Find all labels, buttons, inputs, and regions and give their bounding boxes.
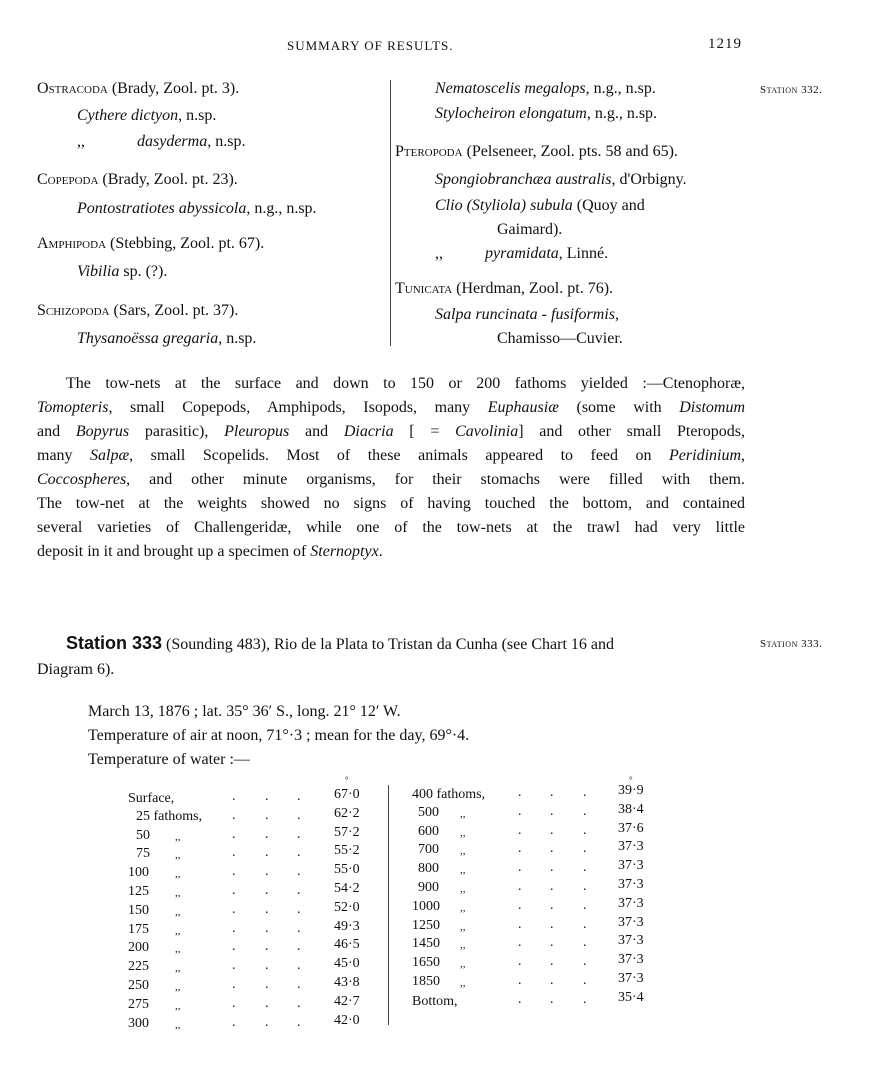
leader-dot: .: [583, 803, 587, 819]
leader-dot: .: [583, 991, 587, 1007]
text-run: several varieties of Challengeridæ, while one of the tow-nets at the trawl had very little: [37, 519, 745, 536]
leader-dot: .: [518, 954, 522, 970]
text-run: , small Scopelids. Most of these animals appeared to feed on: [129, 447, 670, 464]
species-note: ,: [615, 306, 620, 323]
ditto-mark: ,,: [460, 845, 466, 858]
leader-dot: .: [265, 920, 269, 936]
depth-label: 400 fathoms,: [412, 787, 486, 802]
leader-dot: .: [297, 939, 301, 955]
paragraph-line: [37, 423, 745, 441]
paragraph-line: [66, 375, 745, 393]
leader-dot: .: [518, 785, 522, 800]
species-name: Vibilia: [77, 263, 120, 280]
temperature-value: 39·9: [618, 783, 644, 798]
species-note: , n.sp.: [218, 330, 257, 347]
temperature-value: 55·2: [334, 843, 360, 859]
group-name: Amphipoda: [37, 235, 107, 252]
species-line: [435, 197, 645, 215]
italic-term: Sternoptyx: [310, 543, 379, 560]
text-run: , small Copepods, Amphipods, Isopods, many: [108, 399, 488, 416]
temperature-value: 37·3: [618, 952, 644, 968]
temperature-value: 45·0: [334, 956, 360, 972]
text-run: The tow-net at the weights showed no signs of having touched the bottom, and contained: [37, 495, 745, 512]
leader-dot: .: [232, 883, 236, 898]
air-temperature-line: Temperature of air at noon, 71°·3 ; mean for the day, 69°·4.: [88, 727, 470, 744]
temperature-value: 67·0: [334, 787, 360, 802]
depth-label: 150: [128, 902, 149, 918]
leader-dot: .: [583, 822, 587, 838]
depth-label: 900: [418, 880, 439, 895]
leader-dot: .: [518, 841, 522, 857]
water-temperature-label: Temperature of water :—: [88, 751, 250, 768]
depth-label: 125: [128, 884, 149, 899]
species-name: pyramidata: [485, 245, 559, 262]
depth-label: 100: [128, 865, 149, 881]
leader-dot: .: [550, 935, 554, 951]
italic-term: Cavolinia: [455, 423, 519, 440]
margin-note-station-332: Station 332.: [760, 84, 823, 96]
species-line: [435, 105, 657, 123]
species-note: , n.g., n.sp.: [246, 200, 317, 217]
leader-dot: .: [583, 897, 587, 913]
ditto-mark: ,,: [175, 868, 181, 881]
temperature-value: 38·4: [618, 801, 644, 817]
italic-term: Peridinium: [669, 447, 742, 464]
group-reference: (Pelseneer, Zool. pts. 58 and 65).: [462, 143, 678, 160]
paragraph-line: [37, 519, 745, 537]
species-note: , Linné.: [558, 245, 609, 262]
temperature-value: 37·3: [618, 933, 644, 949]
group-heading: [37, 80, 239, 98]
temperature-value: 42·0: [334, 1012, 360, 1028]
temperature-value: 37·6: [618, 820, 644, 836]
ditto-mark: ,,: [460, 920, 466, 933]
ditto-mark: ,,: [175, 924, 181, 937]
leader-dot: .: [297, 826, 301, 842]
leader-dot: .: [518, 935, 522, 951]
depth-label: 75: [136, 846, 150, 862]
leader-dot: .: [550, 785, 554, 800]
leader-dot: .: [583, 954, 587, 970]
leader-dot: .: [232, 807, 236, 823]
leader-dot: .: [550, 841, 554, 857]
group-heading: [37, 171, 238, 189]
species-note: Chamisso—Cuvier.: [497, 330, 623, 347]
text-run: parasitic),: [129, 423, 225, 440]
ditto-mark: ,,: [175, 981, 181, 993]
date-position-line: March 13, 1876 ; lat. 35° 36′ S., long. 21° 12′ W.: [88, 703, 401, 720]
depth-label: 175: [128, 921, 149, 937]
temperature-value: 49·3: [334, 918, 360, 934]
species-line: [497, 221, 562, 239]
ditto-mark: ,,: [175, 887, 181, 899]
italic-term: Pleuropus: [224, 423, 290, 440]
leader-dot: .: [518, 897, 522, 913]
leader-dot: .: [550, 973, 554, 988]
group-reference: (Stebbing, Zool. pt. 67).: [106, 235, 265, 252]
group-heading: [395, 143, 678, 161]
species-name: Cythere dictyon: [77, 107, 179, 124]
leader-dot: .: [583, 860, 587, 876]
temperature-value: 57·2: [334, 824, 360, 840]
species-name: Nematoscelis megalops: [435, 80, 586, 97]
ditto-mark: ,,: [175, 962, 181, 975]
leader-dot: .: [297, 901, 301, 917]
leader-dot: .: [518, 973, 522, 988]
depth-label: 25 fathoms,: [136, 808, 203, 824]
leader-dot: .: [265, 864, 269, 880]
leader-dot: .: [297, 807, 301, 823]
text-run: ] and other small Pteropods,: [518, 423, 745, 440]
ditto-mark: ,,: [460, 977, 466, 989]
page-number: 1219: [708, 36, 742, 52]
depth-label: 1450: [412, 936, 440, 952]
group-heading: [395, 280, 613, 298]
leader-dot: .: [265, 958, 269, 974]
ditto-mark: ,,: [175, 849, 181, 862]
leader-dot: .: [297, 883, 301, 898]
leader-dot: .: [297, 789, 301, 804]
italic-term: Euphausiæ: [487, 399, 559, 416]
species-line: [435, 80, 656, 98]
species-line: [77, 200, 317, 218]
italic-term: Diacria: [343, 423, 394, 440]
temperature-value: 37·3: [618, 858, 644, 874]
leader-dot: .: [232, 1014, 236, 1030]
species-note: , n.g., n.sp.: [585, 80, 656, 97]
temperature-value: 37·3: [618, 914, 644, 930]
species-note: , n.sp.: [207, 133, 246, 150]
leader-dot: .: [265, 826, 269, 842]
depth-label: 1000: [412, 898, 440, 914]
species-note: Gaimard).: [497, 221, 563, 238]
margin-note-station-333: Station 333.: [760, 638, 823, 650]
leader-dot: .: [518, 860, 522, 876]
temperature-value: 54·2: [334, 881, 360, 896]
leader-dot: .: [232, 789, 236, 804]
leader-dot: .: [518, 916, 522, 932]
leader-dot: .: [232, 826, 236, 842]
leader-dot: .: [265, 1014, 269, 1030]
paragraph-line: [37, 543, 745, 561]
species-line: [77, 263, 167, 281]
temperature-value: 37·3: [618, 895, 644, 911]
leader-dot: .: [297, 864, 301, 880]
leader-dot: .: [232, 901, 236, 917]
leader-dot: .: [265, 939, 269, 955]
group-reference: (Herdman, Zool. pt. 76).: [452, 280, 614, 297]
paragraph-line: [37, 495, 745, 513]
italic-term: Distomum: [679, 399, 746, 416]
depth-label: Bottom,: [412, 993, 458, 1009]
ditto-mark: ,,: [77, 133, 85, 150]
leader-dot: .: [265, 901, 269, 917]
temperature-value: 52·0: [334, 899, 360, 915]
leader-dot: .: [297, 958, 301, 974]
paragraph-line: [37, 447, 745, 465]
group-heading: [37, 235, 264, 253]
text-run: The tow-nets at the surface and down to 150 or 200 fathoms yielded :—Ctenophoræ,: [66, 375, 745, 392]
text-run: ,: [741, 447, 746, 464]
temperature-value: 46·5: [334, 937, 360, 953]
leader-dot: .: [232, 845, 236, 861]
leader-dot: .: [232, 995, 236, 1011]
italic-term: Bopyrus: [75, 423, 130, 440]
depth-label: 275: [128, 996, 149, 1012]
depth-label: 1250: [412, 917, 440, 933]
species-line: [497, 330, 623, 348]
depth-label: 50: [136, 827, 150, 843]
text-run: .: [378, 543, 383, 560]
station-name: Station 333: [66, 633, 163, 653]
text-run: and: [37, 423, 76, 440]
temperature-value: 37·3: [618, 877, 644, 892]
leader-dot: .: [232, 939, 236, 955]
temperature-value: 42·7: [334, 993, 360, 1009]
leader-dot: .: [232, 958, 236, 974]
leader-dot: .: [265, 845, 269, 861]
ditto-mark: ,,: [175, 999, 181, 1012]
leader-dot: .: [297, 845, 301, 861]
species-note: , n.sp.: [178, 107, 217, 124]
ditto-mark: ,,: [460, 826, 466, 839]
depth-label: 800: [418, 861, 439, 877]
depth-label: 300: [128, 1015, 149, 1031]
group-name: Tunicata: [395, 280, 453, 297]
ditto-mark: ,,: [460, 864, 466, 877]
leader-dot: .: [550, 822, 554, 838]
depth-label: 1850: [412, 974, 440, 989]
paragraph-line: [37, 471, 745, 489]
depth-label: 200: [128, 940, 149, 956]
paragraph-line: [37, 399, 745, 417]
italic-term: Tomopteris: [37, 399, 109, 416]
leader-dot: .: [550, 991, 554, 1007]
italic-term: Salpæ: [90, 447, 130, 464]
depth-label: 250: [128, 978, 149, 993]
ditto-mark: ,,: [175, 830, 181, 843]
leader-dot: .: [550, 954, 554, 970]
leader-dot: .: [583, 785, 587, 800]
species-line: [77, 107, 216, 125]
species-line: [77, 133, 245, 151]
species-note: , d'Orbigny.: [611, 171, 687, 188]
group-name: Copepoda: [37, 171, 99, 188]
species-line: [77, 330, 256, 348]
ditto-mark: ,,: [460, 883, 466, 895]
group-heading: [37, 302, 238, 320]
species-note: , n.g., n.sp.: [586, 105, 658, 122]
ditto-mark: ,,: [175, 1018, 181, 1031]
leader-dot: .: [297, 1014, 301, 1030]
text-run: many: [37, 447, 91, 464]
species-note: sp. (?).: [119, 263, 168, 280]
text-run: , and other minute organisms, for their stomachs were filled with them.: [126, 471, 745, 488]
depth-label: 500: [418, 804, 439, 820]
leader-dot: .: [265, 995, 269, 1011]
leader-dot: .: [583, 935, 587, 951]
leader-dot: .: [265, 883, 269, 898]
group-name: Pteropoda: [395, 143, 463, 160]
ditto-mark: ,,: [175, 905, 181, 918]
leader-dot: .: [550, 916, 554, 932]
group-name: Schizopoda: [37, 302, 110, 319]
species-name: dasyderma: [137, 133, 208, 150]
species-name: Salpa runcinata - fusiformis: [435, 306, 616, 323]
ditto-mark: ,,: [175, 943, 181, 956]
leader-dot: .: [550, 879, 554, 894]
depth-label: 225: [128, 959, 149, 975]
text-run: deposit in it and brought up a specimen of: [37, 543, 311, 560]
temperature-value: 35·4: [618, 989, 644, 1005]
leader-dot: .: [518, 822, 522, 838]
ditto-mark: ,,: [435, 245, 443, 262]
ditto-mark: ,,: [460, 807, 466, 820]
leader-dot: .: [232, 920, 236, 936]
leader-dot: .: [550, 897, 554, 913]
leader-dot: .: [232, 864, 236, 880]
species-name: Pontostratiotes abyssicola: [77, 200, 247, 217]
ditto-mark: ,,: [460, 958, 466, 971]
species-name: Stylocheiron elongatum: [435, 105, 587, 122]
text-run: [ =: [393, 423, 456, 440]
temperature-value: 62·2: [334, 805, 360, 821]
species-name: Thysanoëssa gregaria: [77, 330, 219, 347]
ditto-mark: ,,: [460, 939, 466, 952]
leader-dot: .: [265, 789, 269, 804]
table-divider: [388, 785, 389, 1025]
station-heading-text: (Sounding 483), Rio de la Plata to Tristan da Cunha (see Chart 16 and: [162, 636, 614, 653]
leader-dot: .: [583, 879, 587, 894]
leader-dot: .: [518, 991, 522, 1007]
depth-label: 600: [418, 823, 439, 839]
running-header: SUMMARY OF RESULTS.: [287, 38, 454, 53]
species-note: (Quoy and: [572, 197, 645, 214]
leader-dot: .: [583, 916, 587, 932]
leader-dot: .: [297, 977, 301, 992]
degree-mark-left: °: [345, 775, 349, 785]
leader-dot: .: [232, 977, 236, 992]
station-heading: [66, 633, 614, 654]
text-run: (some with: [558, 399, 680, 416]
leader-dot: .: [518, 803, 522, 819]
degree-mark-right: °: [629, 775, 633, 785]
leader-dot: .: [265, 807, 269, 823]
depth-label: 700: [418, 842, 439, 858]
text-run: and: [289, 423, 344, 440]
leader-dot: .: [265, 977, 269, 992]
leader-dot: .: [550, 803, 554, 819]
column-divider: [390, 80, 391, 346]
species-line: [435, 245, 608, 263]
depth-label: 1650: [412, 955, 440, 971]
leader-dot: .: [583, 973, 587, 988]
temperature-value: 55·0: [334, 862, 360, 878]
group-reference: (Brady, Zool. pt. 23).: [98, 171, 238, 188]
temperature-value: 37·3: [618, 839, 644, 855]
species-line: [435, 171, 687, 189]
temperature-value: 37·3: [618, 971, 644, 986]
ditto-mark: ,,: [460, 901, 466, 914]
temperature-value: 43·8: [334, 975, 360, 990]
species-line: [435, 306, 619, 324]
species-name: Spongiobranchæa australis: [435, 171, 612, 188]
italic-term: Coccospheres: [37, 471, 127, 488]
leader-dot: .: [583, 841, 587, 857]
group-reference: (Sars, Zool. pt. 37).: [109, 302, 239, 319]
species-name: Clio (Styliola) subula: [435, 197, 573, 214]
station-heading-continued: Diagram 6).: [37, 661, 115, 678]
group-name: Ostracoda: [37, 80, 108, 97]
leader-dot: .: [297, 995, 301, 1011]
leader-dot: .: [550, 860, 554, 876]
leader-dot: .: [297, 920, 301, 936]
depth-label: Surface,: [128, 791, 175, 806]
leader-dot: .: [518, 879, 522, 894]
group-reference: (Brady, Zool. pt. 3).: [107, 80, 240, 97]
